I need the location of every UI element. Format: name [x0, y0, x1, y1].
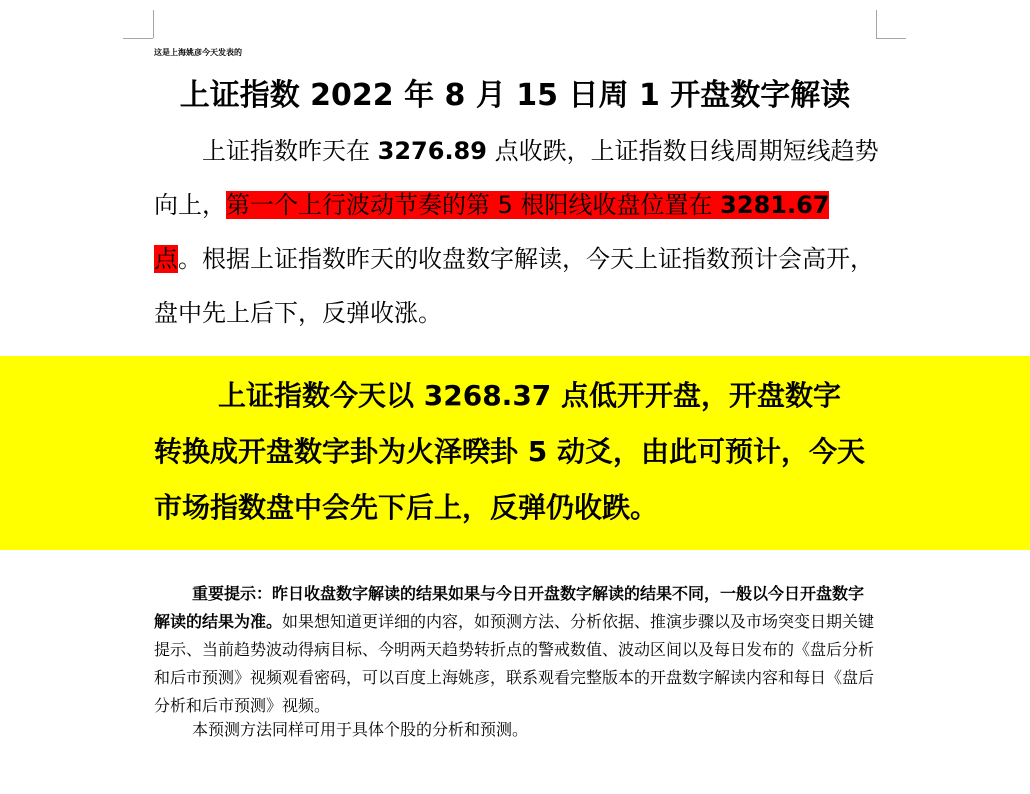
paragraph-opening-analysis [154, 368, 866, 536]
paragraph-important-notice [154, 580, 876, 720]
close-value: 3276.89 [377, 137, 487, 165]
paragraph-method-note [154, 716, 876, 744]
highlight-value: 3281.67 [720, 191, 830, 219]
highlight-text-part2: 点 [154, 245, 178, 273]
crop-mark-top-left-horizontal [123, 38, 153, 39]
method-note-text: 本预测方法同样可用于具体个股的分析和预测。 [192, 720, 529, 739]
notice-bold-text: 重要提示：昨日收盘数字解读的结果如果与今日开盘数字解读的结果不同，一般以今日开盘数字解读的结果为准。 [154, 584, 865, 631]
highlight-text-part1: 第一个上行波动节奏的第 5 根阳线收盘位置在 [226, 191, 713, 219]
para1-text-part3: 。根据上证指数昨天的收盘数字解读，今天上证指数预计会高开，盘中先上后下，反弹收涨。 [154, 245, 874, 327]
notice-normal-text: 如果想知道更详细的内容，如预测方法、分析依据、推演步骤以及市场突变日期关键提示、当前趋势波动得病目标、今明两天趋势转折点的警戒数值、波动区间以及每日发布的《盘后分析和后市预测》视频观看密码，可以百度上海姚彦，联系观看完整版本的开盘数字解读内容和每日《盘后分析和后市预测》视频。 [154, 612, 875, 715]
para2-text: 上证指数今天以 3268.37 点低开开盘，开盘数字转换成开盘数字卦为火泽暌卦 5 动爻，由此可预计，今天市场指数盘中会先下后上，反弹仍收跌。 [154, 379, 865, 524]
header-note: 这是上海姚彦今天发表的 [154, 48, 242, 57]
para1-text-part2: 点收跌，上证指数日线周期短线趋势向上， [154, 137, 879, 219]
crop-mark-top-left-vertical [153, 10, 154, 38]
crop-mark-top-right-vertical [876, 10, 877, 38]
document-title: 上证指数 2022 年 8 月 15 日周 1 开盘数字解读 [179, 78, 851, 113]
paragraph-closing-analysis [154, 124, 884, 340]
crop-mark-top-right-horizontal [876, 38, 906, 39]
para1-text-part1: 上证指数昨天在 [202, 137, 370, 165]
